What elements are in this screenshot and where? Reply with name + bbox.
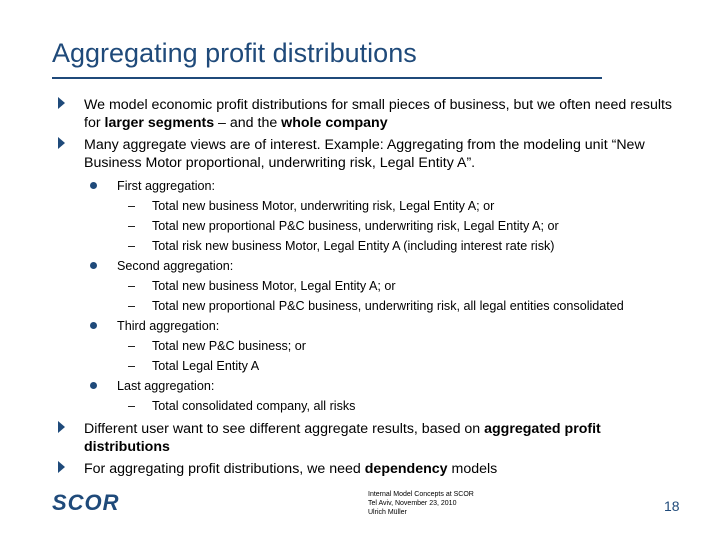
sub-bullet-third [117,318,219,334]
sub-bullet-last [117,378,214,394]
sub-sub-item-text: Total new P&C business; or [152,339,306,353]
bullet-3 [84,420,684,456]
dash-bullet: – [128,299,136,313]
arrow-bullet-icon [58,137,65,149]
dot-bullet-icon [90,182,97,189]
sub-bullet-second [117,258,233,274]
sub-bullet-first [117,178,215,194]
bullet-4-text-pre: For aggregating profit distributions, we need [84,461,365,477]
arrow-bullet-icon [58,421,65,433]
sub-sub-item-text: Total Legal Entity A [152,359,260,373]
footer-line-3: Ulrich Müller [368,509,407,516]
arrow-bullet-icon [58,461,65,473]
footer-info [368,490,474,517]
bullet-2-text: Many aggregate views are of interest. Example: Aggregating from the modeling unit “New Business Motor proportional, underwriting risk, Legal Entity A”. [84,137,645,171]
sub-sub-item [128,278,396,294]
sub-sub-item-text: Total consolidated company, all risks [152,399,356,413]
bullet-1-bold-1: larger segments [104,115,215,131]
sub-sub-item [128,238,555,254]
bullet-4 [84,460,684,478]
bullet-4-text-post: models [447,461,498,477]
title-underline [52,77,602,79]
page-number: 18 [664,498,680,514]
sub-bullet-label: Second aggregation: [117,259,234,273]
sub-bullet-label: First aggregation: [117,179,216,193]
scor-logo: SCOR [52,490,120,515]
sub-sub-item [128,218,559,234]
footer-line-1: Internal Model Concepts at SCOR [368,491,474,498]
dash-bullet: – [128,199,136,213]
sub-sub-item-text: Total risk new business Motor, Legal Entity A (including interest rate risk) [152,239,555,253]
bullet-1-text-pre: We model economic profit distributions for small pieces of business, but we often need results for [84,97,673,131]
sub-sub-item [128,198,495,214]
dot-bullet-icon [90,262,97,269]
dash-bullet: – [128,339,136,353]
sub-sub-item-text: Total new business Motor, underwriting risk, Legal Entity A; or [152,199,495,213]
bullet-1-text-mid: – and the [214,115,282,131]
bullet-1 [84,96,684,132]
dash-bullet: – [128,279,136,293]
sub-sub-item-text: Total new proportional P&C business, underwriting risk, all legal entities consolidated [152,299,624,313]
sub-sub-item-text: Total new proportional P&C business, underwriting risk, Legal Entity A; or [152,219,559,233]
dash-bullet: – [128,239,136,253]
footer-line-2: Tel Aviv, November 23, 2010 [368,500,457,507]
bullet-1-bold-2: whole company [281,115,388,131]
sub-bullet-label: Third aggregation: [117,319,220,333]
bullet-3-text-pre: Different user want to see different aggregate results, based on [84,421,485,437]
sub-bullet-label: Last aggregation: [117,379,215,393]
dash-bullet: – [128,359,136,373]
slide-title: Aggregating profit distributions [52,38,417,68]
bullet-2 [84,136,684,172]
sub-sub-item-text: Total new business Motor, Legal Entity A; or [152,279,396,293]
sub-sub-item [128,298,624,314]
dash-bullet: – [128,219,136,233]
bullet-3-bold: aggregated profit distributions [84,421,601,455]
sub-sub-item [128,398,356,414]
bullet-4-bold: dependency [364,461,448,477]
dot-bullet-icon [90,322,97,329]
dot-bullet-icon [90,382,97,389]
arrow-bullet-icon [58,97,65,109]
dash-bullet: – [128,399,136,413]
sub-sub-item [128,338,306,354]
sub-sub-item [128,358,260,374]
